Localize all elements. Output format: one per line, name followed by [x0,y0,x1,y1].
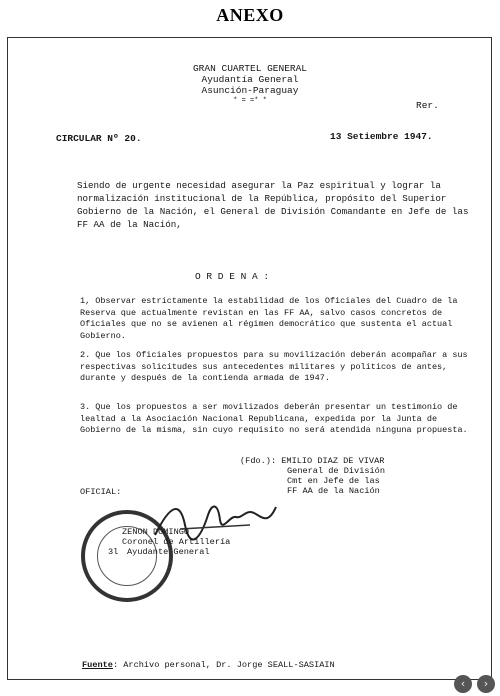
signatory-rank: General de División [287,466,385,476]
oficial-name: ZENON DOMINGO [122,527,190,537]
oficial-role: Ayudante General [127,547,210,557]
letterhead-ornament: * = =* * [233,97,267,105]
source-footer [82,660,335,670]
source-label: Fuente [82,660,113,670]
oficial-label: OFICIAL: [80,487,122,497]
intro-paragraph: Siendo de urgente necesidad asegurar la Paz espiritual y lograr la normalización institucional de la República, propósito del Superior Gobierno de la Nación, el General de División Comandante en Jefe de las FF AA de la Nación, [77,180,469,230]
circular-number: CIRCULAR Nº 20. [56,133,142,144]
signatory-name: (Fdo.): EMILIO DIAZ DE VIVAR [240,456,385,466]
letterhead-line-1: GRAN CUARTEL GENERAL [192,63,308,74]
ordena-heading: O R D E N A : [195,271,270,282]
oficial-index: 3l [108,547,119,557]
oficial-rank: Coronel de Artillería [122,537,231,547]
signatory-unit: FF AA de la Nación [287,486,380,496]
circular-date: 13 Setiembre 1947. [330,131,433,142]
signatory-position: Cmt en Jefe de las [287,476,380,486]
source-text: : Archivo personal, Dr. Jorge SEALL-SASIAIN [112,660,335,670]
letterhead-line-3: Asunción-Paraguay [201,85,299,96]
reference-label: Rer. [416,100,439,111]
order-item-1: 1, Observar estrictamente la estabilidad de los Oficiales del Cuadro de la Reserva que actualmente revistan en las FF AA, salvo casos concretos de Oficiales que no se avienen al régimen democrático que sustenta el actual Gobierno. [80,296,458,341]
page-heading: ANEXO [216,5,284,25]
next-page-button[interactable]: › [477,675,495,693]
letterhead-line-2: Ayudantía General [201,74,299,85]
order-item-2: 2. Que los Oficiales propuestos para su movilización deberán acompañar a sus respectivas solicitudes sus antecedentes militares y políticos de antes, durante y después de la contienda armada de 1947. [80,350,468,383]
previous-page-button[interactable]: ‹ [454,675,472,693]
order-item-3: 3. Que los propuestos a ser movilizados deberán presentar un testimonio de lealtad a la Asociación Nacional Republicana, expedida por la Junta de Gobierno de la misma, sin cuyo requisito no será atendida ninguna propuesta. [80,402,468,435]
